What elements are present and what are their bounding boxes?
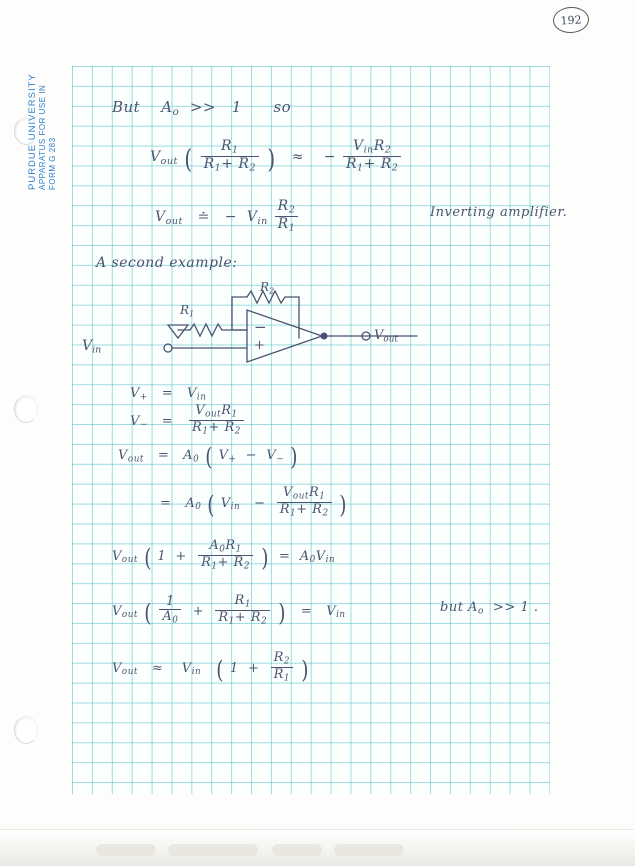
fraction-one-over-a0: $\frac{1}{A_0}$	[159, 595, 181, 625]
note-line-3: $V_{out}$ ≐ − $V_{in}$ $\frac{R_2}{R_1}$	[155, 200, 300, 234]
ground-triangle	[168, 325, 188, 338]
note-line-1: But $A_o$ >> 1 so	[112, 98, 292, 118]
equation-vout-gain: $V_{out}$ = $A_0$ ( $V_+ - V_-$ )	[118, 442, 298, 472]
resistor-r1-symbol	[190, 324, 247, 336]
equation-vminus: $V_-$ = $\frac{V_{out}R_1}{R_1+ R_2}$	[130, 405, 246, 438]
printed-margin-text	[28, 73, 58, 190]
label-vin: $V_{in}$	[82, 338, 102, 356]
page-number: 192	[552, 6, 589, 34]
fraction-r2-over-r1: $\frac{R_2}{R_1}$	[275, 199, 299, 233]
label-vout: $V_{out}$	[374, 328, 398, 345]
equation-divided: $V_{out}$ ( $\frac{1}{A_0}$ + $\frac{R_1}{R_1+ R_2}$ ) = $V_{in}$	[112, 593, 346, 627]
equation-final-noninverting: $V_{out}$ ≈ $V_{in}$ ( 1 + $\frac{R_2}{R_1}$ )	[112, 650, 309, 684]
equation-vout-expanded: = $A_0$ ( $V_{in}$ − $\frac{V_{out}R_1}{R_1+ R_2}$ )	[160, 485, 348, 519]
label-r2: $R_2$	[260, 280, 275, 296]
fraction-r1-over-r1r2: $\frac{R_1}{R_1+ R_2}$	[215, 594, 270, 627]
margin-line-apparatus: APPARATUS FOR USE IN	[38, 84, 47, 190]
label-inverting-amplifier: Inverting amplifier.	[430, 205, 568, 220]
equation-collected: $V_{out}$ ( 1 + $\frac{A_0R_1}{R_1+ R_2}$ ) = $A_0V_{in}$	[112, 538, 336, 572]
hole-punch	[14, 395, 38, 423]
fraction-r2-over-r1: $\frac{R_2}{R_1}$	[271, 651, 293, 684]
fraction-vinr2-over-r1r2: $\frac{V_{in}R_2}{R_1+ R_2}$	[343, 139, 401, 173]
feedback-wire-left	[232, 297, 247, 330]
equation-vplus: $V_+$ = $V_{in}$	[130, 386, 207, 403]
heading-second-example: A second example:	[96, 255, 238, 271]
note-but-a0-large: but $A_o >> 1$ .	[440, 600, 539, 617]
note-line-2: $V_{out}$ ( $\frac{R_1}{R_1+ R_2}$ ) ≈ − $\frac{V_{in}R_2}{R_1+ R_2}$	[150, 140, 403, 174]
fraction-voutr1-over-r1r2: $\frac{V_{out}R_1}{R_1+ R_2}$	[189, 404, 244, 437]
op-amp-circuit-diagram	[72, 270, 402, 380]
hole-punch	[14, 716, 38, 744]
margin-line-form: FORM G 283	[48, 137, 57, 190]
margin-line-university: PURDUE UNIVERSITY	[27, 73, 38, 190]
op-amp-minus-terminal: −	[254, 318, 267, 336]
fraction-a0r1-over-r1r2: $\frac{A_0R_1}{R_1+ R_2}$	[198, 539, 253, 572]
op-amp-plus-terminal: +	[254, 338, 265, 353]
page-bottom-edge	[0, 829, 635, 866]
fraction-voutr1-over-r1r2: $\frac{V_{out}R_1}{R_1+ R_2}$	[277, 486, 332, 519]
terminal-vin	[164, 344, 172, 352]
label-r1: $R_1$	[180, 303, 195, 319]
node-output	[321, 333, 328, 340]
fraction-r1-over-r1r2: $\frac{R_1}{R_1+ R_2}$	[201, 139, 259, 173]
